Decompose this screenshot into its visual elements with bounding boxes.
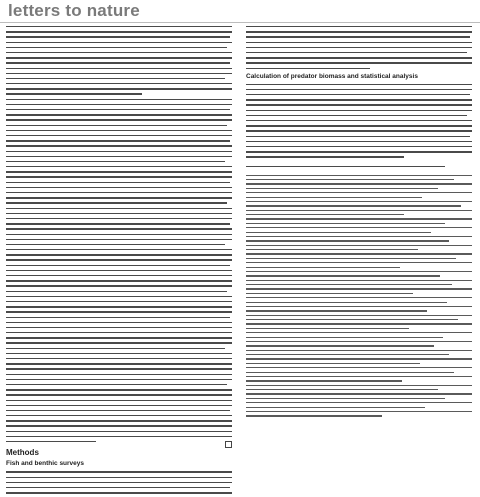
journal-header [0,0,480,22]
header-divider [0,22,480,23]
left-text-column [6,26,232,497]
methods-heading: Methods [6,448,39,458]
body-paragraph [6,26,232,95]
methods-subheading: Fish and benthic surveys [6,460,85,468]
right-text-column [246,26,472,420]
calculation-paragraph [246,84,472,158]
received-accepted-line [246,166,472,167]
reference-list [246,175,472,417]
calculation-heading: Calculation of predator biomass and statistical analysis [246,72,418,80]
journal-section-title: letters to nature [8,1,140,20]
body-paragraph [6,99,232,443]
methods-paragraph [6,471,232,493]
body-paragraph [246,26,472,69]
end-mark-icon [225,441,232,448]
